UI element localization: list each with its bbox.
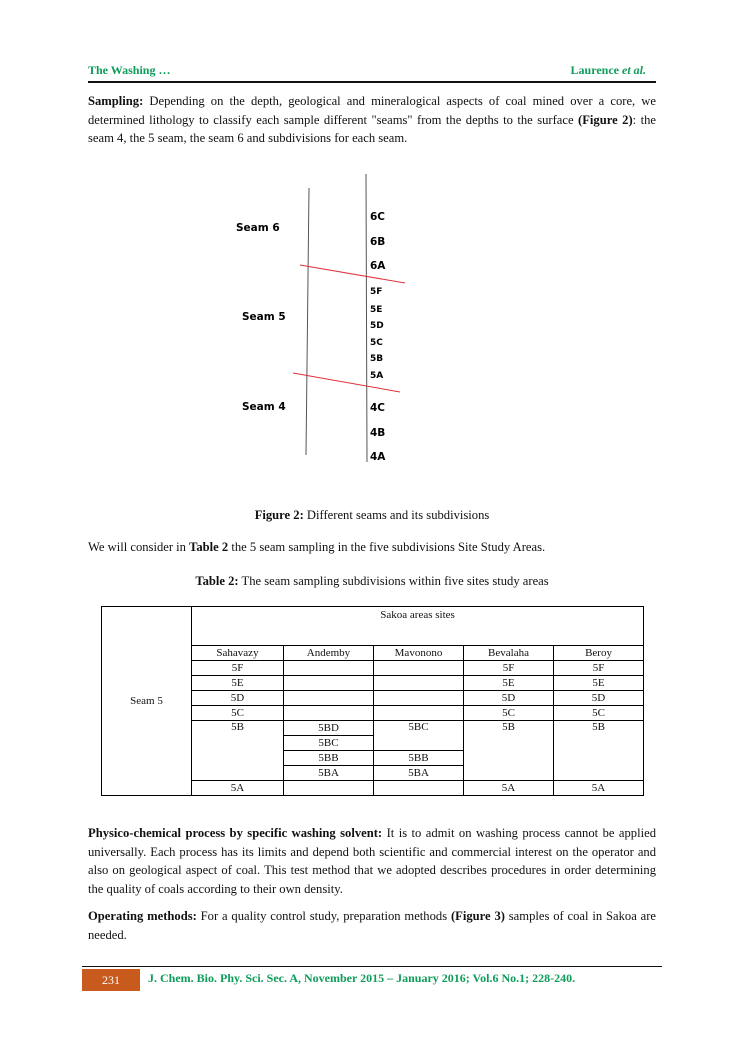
table-cell [374, 781, 464, 796]
table-cell: 5F [192, 661, 284, 676]
running-header [88, 63, 656, 83]
table-cell [374, 676, 464, 691]
seam-4-label: Seam 4 [242, 401, 286, 413]
row-header-seam5: Seam 5 [102, 607, 192, 796]
sub-5d-label: 5D [370, 321, 384, 331]
table-cell [374, 691, 464, 706]
table-cell: 5C [554, 706, 644, 721]
table-intro-paragraph: We will consider in Table 2 the 5 seam sampling in the five subdivisions Site Study Areas. [88, 540, 546, 554]
table-cell: 5BC [374, 721, 464, 751]
table-cell: 5BC [284, 736, 374, 751]
table-cell [284, 706, 374, 721]
table-cell: 5E [554, 676, 644, 691]
operating-paragraph: Operating methods: For a quality control study, preparation methods (Figure 3) samples of coal in Sakoa are needed. [88, 909, 657, 942]
table-cell: 5A [192, 781, 284, 796]
seam6-seam5-boundary [300, 265, 405, 283]
physico-paragraph: Physico-chemical process by specific washing solvent: It is to admit on washing process cannot be applied universally. Each process has its limits and depend both scientific and commercial interest on the operator and also on geological aspect of coal. This test method that we adopted describes procedures in order determining the quality of coals according to their own density. [88, 826, 656, 896]
table-cell: 5F [464, 661, 554, 676]
table-cell: 5D [192, 691, 284, 706]
table-cell [284, 691, 374, 706]
table-cell: 5E [192, 676, 284, 691]
seam-diagram [225, 170, 425, 465]
table-cell: 5B [464, 721, 554, 781]
page-number: 231 [82, 969, 140, 991]
table-cell: 5D [554, 691, 644, 706]
table-2 [101, 606, 644, 796]
figure-2-seams [225, 170, 425, 465]
sub-5c-label: 5C [370, 338, 383, 348]
col-header-mavonono: Mavonono [374, 646, 464, 661]
sub-5b-label: 5B [370, 354, 384, 364]
sub-4c-label: 4C [370, 402, 386, 414]
table-cell: 5BB [374, 751, 464, 766]
table-cell: 5BA [374, 766, 464, 781]
sub-6b-label: 6B [370, 236, 386, 248]
col-header-sahavazy: Sahavazy [192, 646, 284, 661]
col-header-andemby: Andemby [284, 646, 374, 661]
page-footer [82, 966, 662, 987]
sub-5a-label: 5A [370, 371, 384, 381]
sub-5e-label: 5E [370, 305, 383, 315]
sampling-paragraph: Sampling: Depending on the depth, geological and mineralogical aspects of coal mined over a core, we determined lithology to classify each sample different "seams" from the depths to the surface (Figure 2): the seam 4, the 5 seam, the seam 6 and subdivisions for each seam. [88, 94, 656, 145]
table-cell: 5BB [284, 751, 374, 766]
sub-5f-label: 5F [370, 287, 383, 297]
col-header-bevalaha: Bevalaha [464, 646, 554, 661]
table-cell: 5A [554, 781, 644, 796]
header-authors: Laurence et al. [570, 63, 646, 77]
right-axis-line [366, 174, 367, 462]
seam-6-label: Seam 6 [236, 222, 280, 234]
table-cell: 5E [464, 676, 554, 691]
group-header: Sakoa areas sites [192, 607, 644, 646]
table-cell: 5B [192, 721, 284, 781]
seam5-seam4-boundary [293, 373, 400, 392]
sub-6a-label: 6A [370, 260, 386, 272]
table-cell [374, 661, 464, 676]
table-cell: 5C [464, 706, 554, 721]
table-cell [284, 661, 374, 676]
table-2-caption: Table 2: The seam sampling subdivisions within five sites study areas [195, 574, 549, 588]
table-cell [284, 676, 374, 691]
sub-4a-label: 4A [370, 451, 386, 463]
figure-2-caption: Figure 2: Different seams and its subdivisions [254, 508, 490, 522]
sub-4b-label: 4B [370, 427, 386, 439]
table-cell [374, 706, 464, 721]
journal-citation: J. Chem. Bio. Phy. Sci. Sec. A, November 2015 – January 2016; Vol.6 No.1; 228-240. [148, 971, 576, 985]
table-cell: 5B [554, 721, 644, 781]
table-cell: 5BD [284, 721, 374, 736]
table-cell: 5F [554, 661, 644, 676]
left-axis-line [306, 188, 309, 455]
table-cell: 5D [464, 691, 554, 706]
table-cell: 5BA [284, 766, 374, 781]
sub-6c-label: 6C [370, 211, 386, 223]
table-cell [284, 781, 374, 796]
seam-5-label: Seam 5 [242, 311, 286, 323]
table-cell: 5C [192, 706, 284, 721]
header-title: The Washing … [88, 63, 171, 77]
table-cell: 5A [464, 781, 554, 796]
col-header-beroy: Beroy [554, 646, 644, 661]
